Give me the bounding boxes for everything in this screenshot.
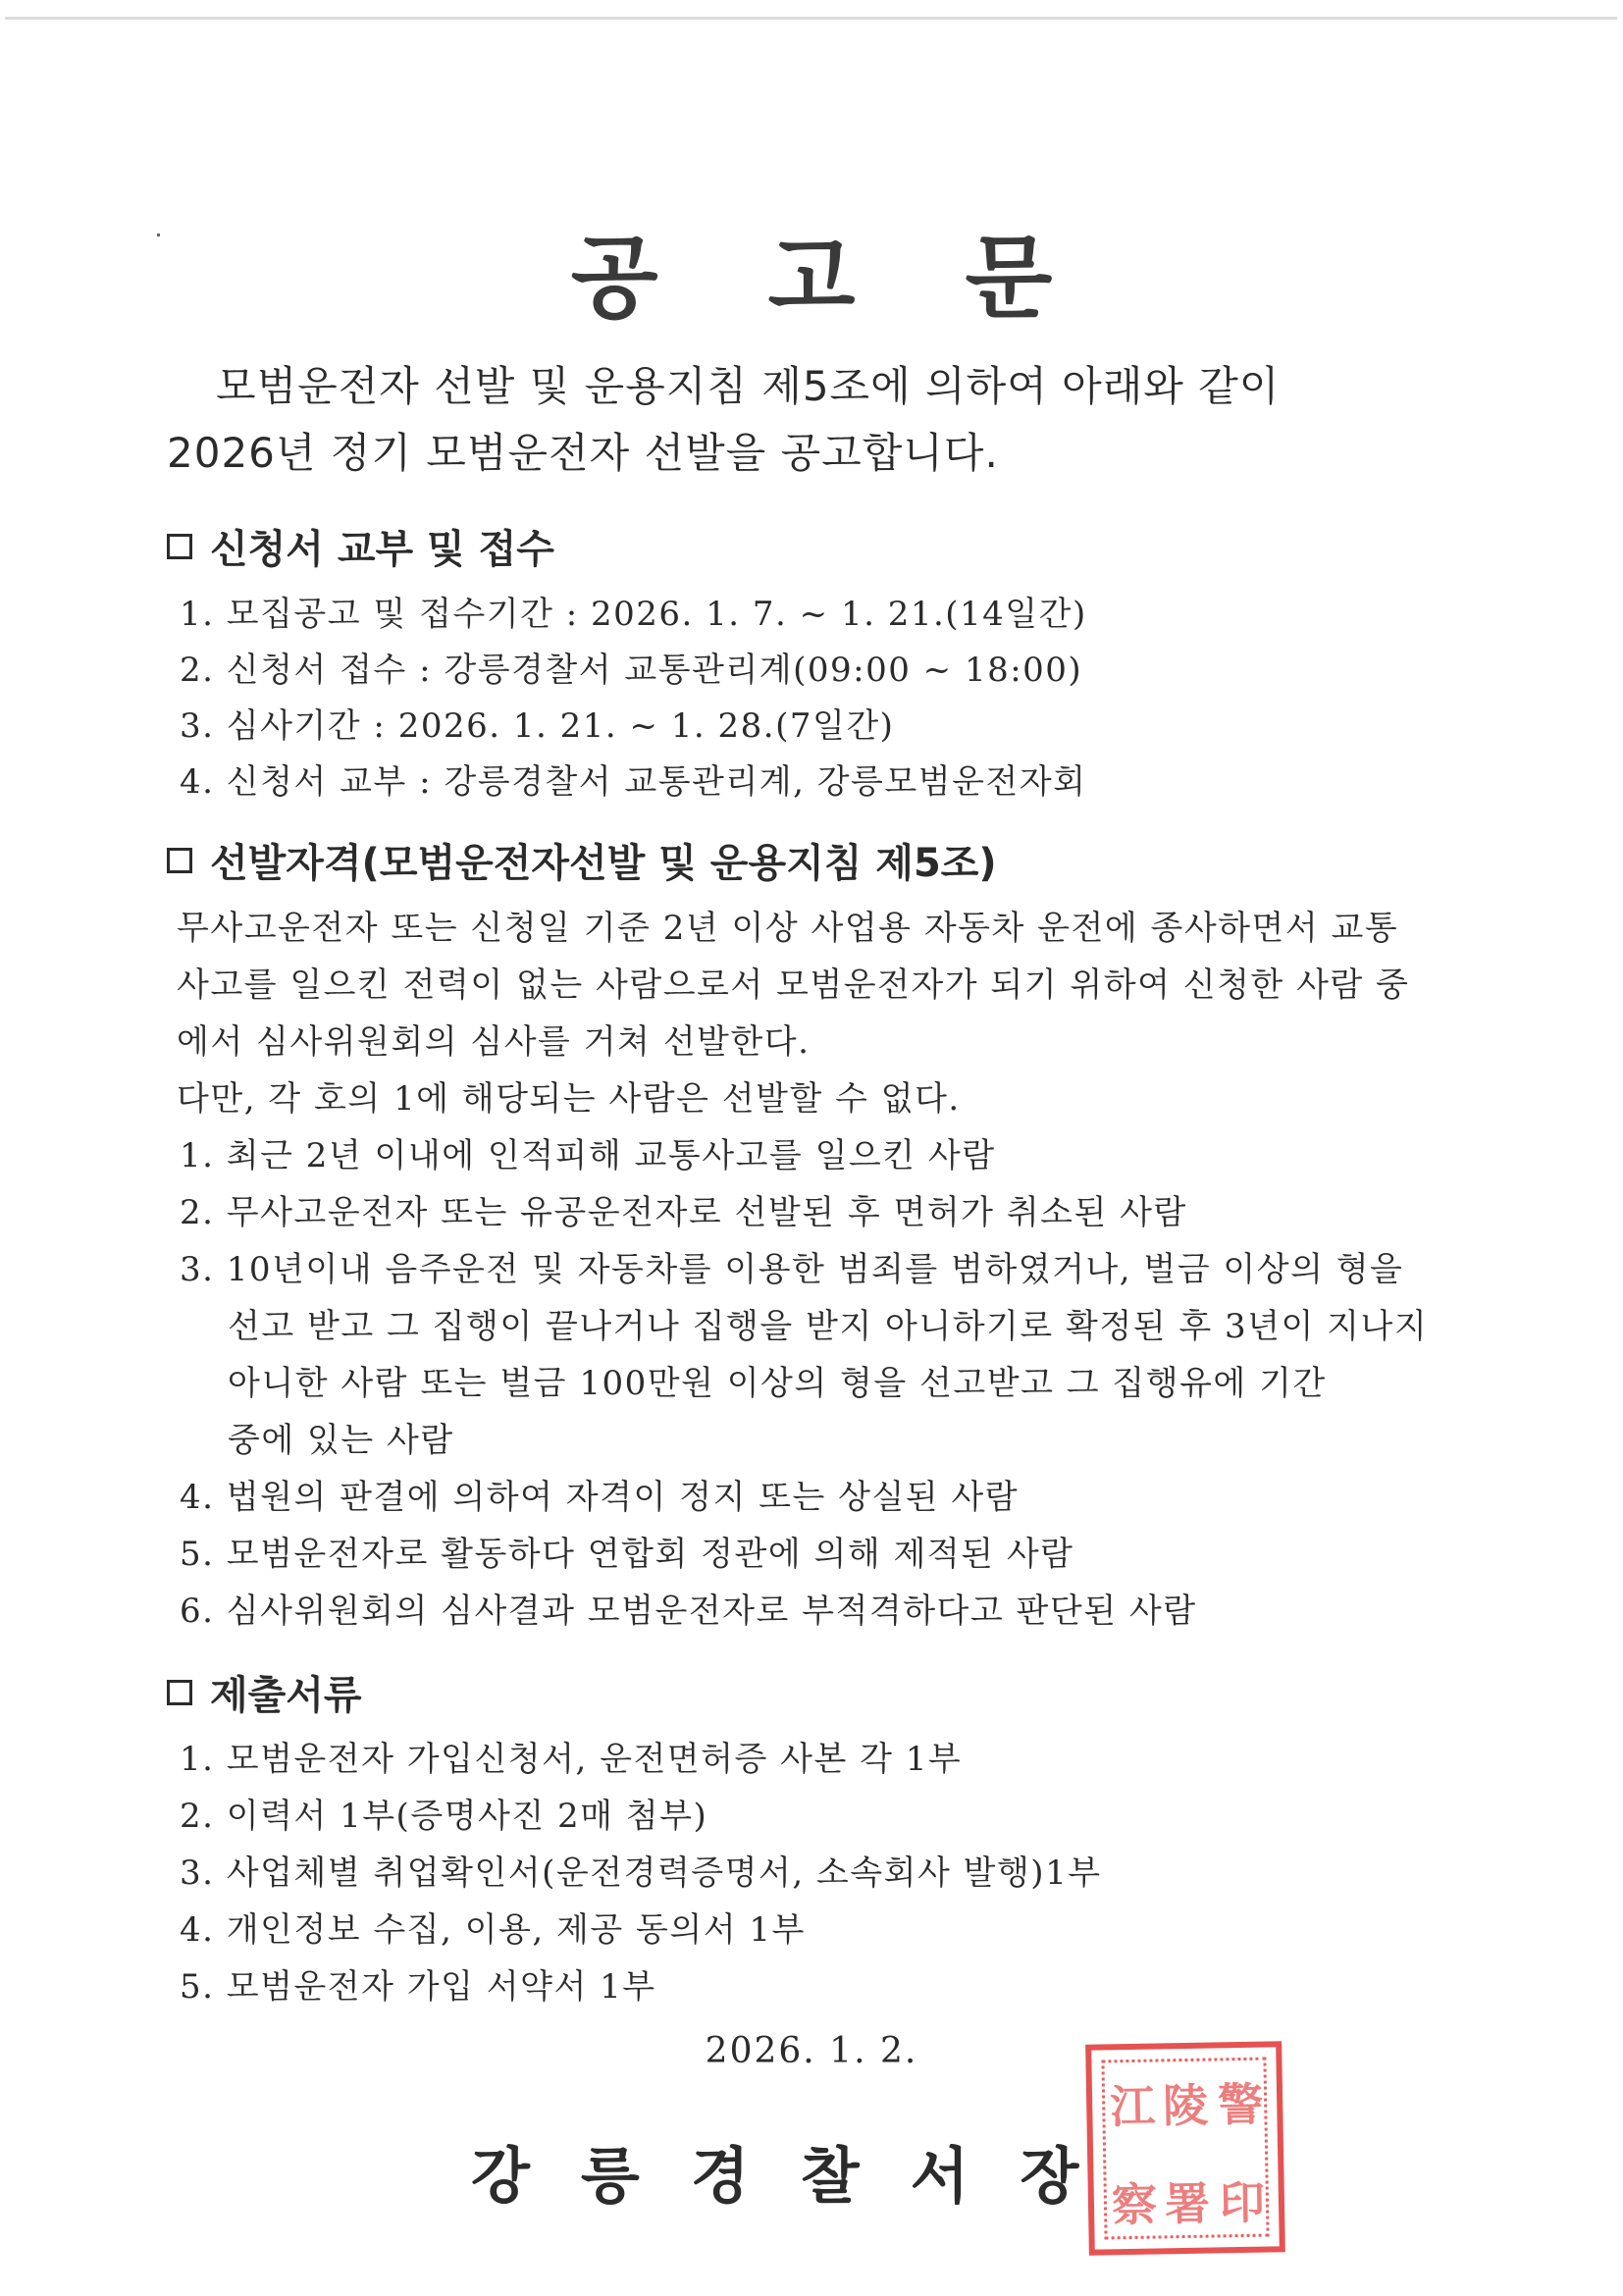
- section-heading-documents: [167, 1664, 362, 1720]
- section-heading-application: [167, 518, 554, 574]
- seal-glyph: 江: [1109, 2079, 1156, 2134]
- seal-glyph: 印: [1219, 2175, 1266, 2230]
- list-item: 4. 신청서 교부 : 강릉경찰서 교통관리계, 강릉모범운전자회: [180, 762, 1087, 802]
- title-char: 고: [767, 226, 856, 331]
- intro-paragraph: [167, 353, 1442, 487]
- seal-glyph: 察: [1111, 2177, 1158, 2232]
- signer-char: 강: [471, 2140, 530, 2212]
- section-heading-text: 선발자격(모범운전자선발 및 운용지침 제5조): [210, 841, 997, 886]
- signer-char: 서: [910, 2140, 969, 2212]
- document-title: [0, 206, 1623, 336]
- checkbox-bullet-icon: [167, 1680, 192, 1705]
- body-line: 무사고운전자 또는 신청일 기준 2년 이상 사업용 자동차 운전에 종사하면서 교통: [177, 909, 1399, 948]
- signer-char: 장: [1020, 2140, 1079, 2212]
- list-item: 3. 사업체별 취업확인서(운전경력증명서, 소속회사 발행)1부: [180, 1853, 1102, 1893]
- section-heading-text: 신청서 교부 및 접수: [210, 527, 554, 572]
- seal-glyph: 署: [1164, 2176, 1211, 2231]
- list-item: 5. 모범운전자 가입 서약서 1부: [180, 1967, 656, 2007]
- checkbox-bullet-icon: [167, 534, 192, 559]
- list-item-continuation: 아니한 사람 또는 벌금 100만원 이상의 형을 선고받고 그 집행유에 기간: [228, 1364, 1327, 1403]
- list-item: 3. 10년이내 음주운전 및 자동차를 이용한 범죄를 범하였거나, 벌금 이상의 형을: [180, 1250, 1404, 1289]
- seal-glyph: 警: [1217, 2077, 1264, 2132]
- list-item-continuation: 중에 있는 사람: [228, 1421, 454, 1460]
- issue-date: 2026. 1. 2.: [705, 2031, 918, 2071]
- signer-char: 찰: [800, 2140, 860, 2212]
- list-item: 6. 심사위원회의 심사결과 모범운전자로 부적격하다고 판단된 사람: [180, 1592, 1197, 1631]
- list-item: 2. 무사고운전자 또는 유공운전자로 선발된 후 면허가 취소된 사람: [180, 1193, 1187, 1232]
- list-item: 2. 신청서 접수 : 강릉경찰서 교통관리계(09:00 ~ 18:00): [180, 651, 1083, 690]
- body-line: 사고를 일으킨 전력이 없는 사람으로서 모범운전자가 되기 위하여 신청한 사람 중: [177, 965, 1410, 1005]
- seal-glyph: 陵: [1162, 2078, 1209, 2133]
- title-char: 문: [965, 226, 1053, 331]
- list-item: 1. 최근 2년 이내에 인적피해 교통사고를 일으킨 사람: [180, 1136, 996, 1175]
- list-item: 1. 모범운전자 가입신청서, 운전면허증 사본 각 1부: [180, 1740, 963, 1779]
- list-item: 4. 개인정보 수집, 이용, 제공 동의서 1부: [180, 1910, 806, 1950]
- intro-line-1: 모범운전자 선발 및 운용지침 제5조에 의하여 아래와 같이: [216, 362, 1281, 410]
- checkbox-bullet-icon: [167, 848, 192, 873]
- scan-border-line: [5, 17, 1617, 20]
- signer-name: [471, 2127, 1129, 2215]
- body-line: 다만, 각 호의 1에 해당되는 사람은 선발할 수 없다.: [177, 1079, 961, 1119]
- signer-char: 릉: [580, 2140, 640, 2212]
- list-item: 3. 심사기간 : 2026. 1. 21. ~ 1. 28.(7일간): [180, 706, 895, 746]
- list-item: 5. 모범운전자로 활동하다 연합회 정관에 의해 제적된 사람: [180, 1535, 1074, 1574]
- section-heading-qualifications: [167, 832, 997, 888]
- intro-line-2: 2026년 정기 모범운전자 선발을 공고합니다.: [167, 429, 999, 477]
- section-heading-text: 제출서류: [210, 1673, 362, 1718]
- list-item: 4. 법원의 판결에 의하여 자격이 정지 또는 상실된 사람: [180, 1478, 1020, 1517]
- list-item: 2. 이력서 1부(증명사진 2매 첨부): [180, 1797, 708, 1836]
- title-char: 공: [570, 226, 658, 331]
- signer-char: 경: [690, 2140, 750, 2212]
- list-item-continuation: 선고 받고 그 집행이 끝나거나 집행을 받지 아니하기로 확정된 후 3년이 지나지: [228, 1307, 1429, 1346]
- list-item: 1. 모집공고 및 접수기간 : 2026. 1. 7. ~ 1. 21.(14일간): [180, 595, 1087, 634]
- body-line: 에서 심사위원회의 심사를 거쳐 선발한다.: [177, 1022, 811, 1062]
